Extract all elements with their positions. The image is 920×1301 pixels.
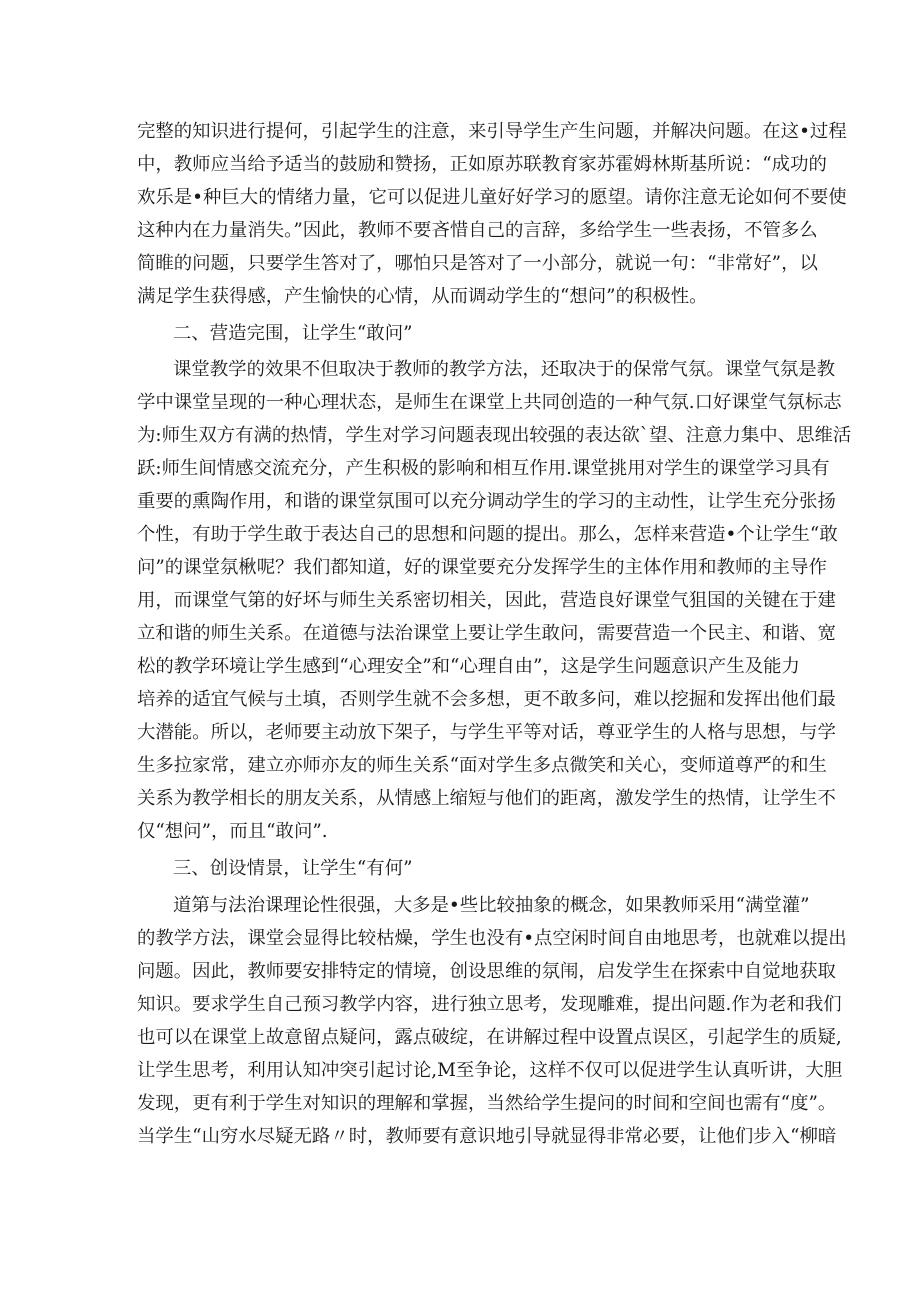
paragraph-line: 让学生思考，利用认知冲突引起讨论,M至争论，这样不仅可以促进学生认真听讲，大胆 <box>137 1060 843 1081</box>
paragraph-line: 简睢的问题，只要学生答对了，哪怕只是答对了一小部分，就说一句：“非常好”，以 <box>137 253 818 274</box>
paragraph-line: 重要的熏陶作用，和谐的课堂氛围可以充分调动学生的学习的主动性，让学生充分张扬 <box>137 491 836 512</box>
paragraph-line: 课堂教学的效果不但取决于教师的教学方法，还取决于的保常气氛。课堂气氛是教 <box>173 359 836 380</box>
paragraph-line: 用，而课堂气第的好坏与师生关系密切相关，因此，营造良好课堂气狙国的关键在于建 <box>137 590 836 611</box>
paragraph-line: 大潜能。所以，老师要主动放下架子，与学生平等对话，尊亚学生的人格与思想，与学 <box>137 722 836 743</box>
paragraph-line: 问”的课堂氛楸呢？我们都知道，好的课堂要充分发挥学生的主体作用和教师的主导作 <box>137 557 827 578</box>
paragraph-line: 也可以在课堂上故意留点疑问，露点破绽，在讲解过程中设置点误区，引起学生的质疑, <box>137 1027 842 1048</box>
section-heading: 二、营造完围，让学生“敢问” <box>173 323 413 344</box>
paragraph-line: 为:师生双方有满的热情，学生对学习问题表现出较强的表达欲`望、注意力集中、思维活 <box>137 425 852 446</box>
paragraph-line: 松的教学环境让学生感到“心理安全”和“心理自由”，这是学生问题意识产生及能力 <box>137 656 800 677</box>
paragraph-line: 关系为教学相长的朋友关系，从情感上缩短与他们的距离，激发学生的热情，让学生不 <box>137 788 836 809</box>
paragraph-line: 中，教师应当给予适当的鼓励和赞扬，正如原苏联教育家苏霍姆林斯基所说：“成功的 <box>137 154 827 175</box>
paragraph-line: 立和谐的师生关系。在道德与法治课堂上要让学生敢问，需要营造一个民主、和谐、宽 <box>137 623 836 644</box>
paragraph-line: 道第与法治课理论性很强，大多是•些比较抽象的概念，如果教师采用“满堂灌” <box>173 895 810 916</box>
paragraph-line: 的教学方法，课堂会显得比较枯燥，学生也没有•点空闲时间自由地思考，也就难以提出 <box>137 928 847 949</box>
paragraph-line: 完整的知识进行提何，引起学生的注意，来引导学生产生问题，并解决问题。在这•过程 <box>137 121 847 142</box>
paragraph-line: 这种内在力量消失。”因此，教师不要吝惜自己的言辞，多给学生一些表扬，不管多么 <box>137 220 818 241</box>
paragraph-line: 满足学生获得感，产生愉快的心情，从而调动学生的“想问”的积极性。 <box>137 286 708 307</box>
paragraph-line: 知识。要求学生自己预习教学内容，进行独立思考，发现雕难，提出问题.作为老和我们 <box>137 994 842 1015</box>
paragraph-line: 仅“想问”，而且“敢问”. <box>137 821 328 842</box>
paragraph-line: 培养的适宜气候与土填，否则学生就不会多想，更不敢多问，难以挖掘和发挥出他们最 <box>137 689 836 710</box>
paragraph-line: 发现，更有利于学生对知识的理解和掌握，当然给学生提问的时间和空间也需有“度”。 <box>137 1093 837 1114</box>
paragraph-line: 生多拉家常，建立亦师亦友的师生关系“面对学生多点微笑和关心，变师道尊严的和生 <box>137 755 827 776</box>
paragraph-line: 问题。因此，教师要安排特定的情境，创设思维的氛闱，启发学生在探索中自觉地获取 <box>137 961 836 982</box>
section-heading: 三、创设情景，让学生“有何” <box>173 858 413 879</box>
paragraph-line: 跃:师生间情感交流充分，产生积极的影响和相互作用.课堂挑用对学生的课堂学习具有 <box>137 458 830 479</box>
paragraph-line: 当学生“山穷水尽疑无路〃时，教师要有意识地引导就显得非常必要，让他们步入“柳暗 <box>137 1126 837 1147</box>
paragraph-line: 个性，有助于学生敢于表达自己的思想和问题的提出。那么，怎样来营造•个让学生“敢 <box>137 524 838 545</box>
paragraph-line: 学中课堂呈现的一种心理状态，是师生在课堂上共同创造的一种气氛.口好课堂气氛标志 <box>137 392 842 413</box>
paragraph-line: 欢乐是•种巨大的情绪力量，它可以促进儿童好好学习的愿望。请你注意无论如何不要使 <box>137 187 847 208</box>
